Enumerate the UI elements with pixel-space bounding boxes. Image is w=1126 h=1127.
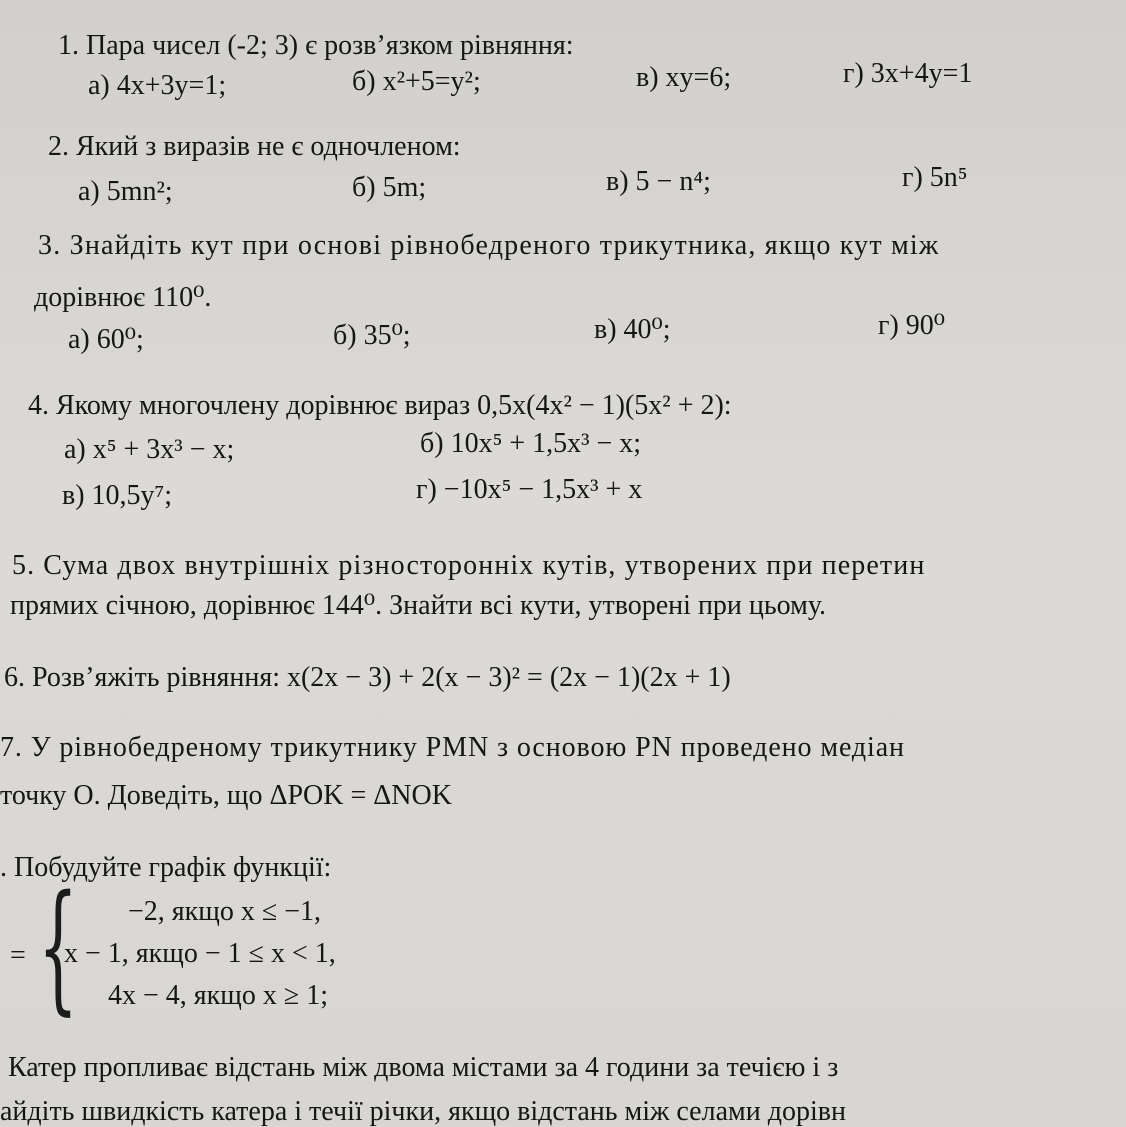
- question-4-option-c: в) 10,5y⁷;: [62, 480, 173, 511]
- question-3-option-a: а) 60⁰;: [68, 324, 144, 355]
- question-7-text-continued: точку O. Доведіть, що ΔPOK = ΔNOK: [0, 780, 452, 811]
- question-4-option-b: б) 10x⁵ + 1,5x³ − x;: [420, 428, 642, 459]
- question-3-option-c: в) 40⁰;: [594, 314, 671, 345]
- function-equals-sign: =: [10, 940, 26, 971]
- question-4-option-d: г) −10x⁵ − 1,5x³ + x: [416, 474, 643, 505]
- question-2-option-c: в) 5 − n⁴;: [606, 166, 711, 197]
- question-2-option-d: г) 5n⁵: [902, 162, 968, 193]
- piecewise-case-1: −2, якщо x ≤ −1,: [128, 896, 321, 927]
- question-3-option-d: г) 90⁰: [878, 310, 946, 341]
- question-3-text: 3. Знайдіть кут при основі рівнобедреного трикутника, якщо кут між: [38, 230, 940, 261]
- question-9-text: Катер пропливає відстань між двома містами за 4 години за течією і з: [8, 1052, 839, 1083]
- question-7-text: 7. У рівнобедреному трикутнику PMN з основою PN проведено медіан: [0, 732, 905, 763]
- question-1-option-d: г) 3x+4y=1: [843, 58, 973, 89]
- piecewise-case-2: x − 1, якщо − 1 ≤ x < 1,: [64, 938, 336, 969]
- question-3-text-continued: дорівнює 110⁰.: [34, 282, 212, 313]
- piecewise-case-3: 4x − 4, якщо x ≥ 1;: [108, 980, 328, 1011]
- question-3-option-b: б) 35⁰;: [333, 320, 411, 351]
- question-4-text: 4. Якому многочлену дорівнює вираз 0,5x(4x² − 1)(5x² + 2):: [28, 390, 732, 421]
- question-1-option-a: а) 4x+3y=1;: [88, 70, 227, 101]
- question-2-text: 2. Який з виразів не є одночленом:: [48, 131, 461, 162]
- question-1-text: 1. Пара чисел (-2; 3) є розв’язком рівняння:: [58, 30, 574, 61]
- question-6-text: 6. Розв’яжіть рівняння: x(2x − 3) + 2(x − 3)² = (2x − 1)(2x + 1): [4, 662, 731, 693]
- question-5-text: 5. Сума двох внутрішніх різносторонніх кутів, утворених при перетин: [12, 550, 926, 581]
- question-4-option-a: а) x⁵ + 3x³ − x;: [64, 434, 235, 465]
- question-8-text: . Побудуйте графік функції:: [0, 852, 332, 883]
- question-2-option-a: а) 5mn²;: [78, 176, 173, 207]
- question-2-option-b: б) 5m;: [352, 172, 427, 203]
- question-9-text-continued: айдіть швидкість катера і течії річки, якщо відстань між селами дорівн: [0, 1096, 846, 1127]
- piecewise-brace: {: [38, 866, 79, 1029]
- question-1-option-c: в) xy=6;: [636, 62, 732, 93]
- question-5-text-continued: прямих січною, дорівнює 144⁰. Знайти всі кути, утворені при цьому.: [10, 590, 827, 621]
- question-1-option-b: б) x²+5=y²;: [352, 66, 481, 97]
